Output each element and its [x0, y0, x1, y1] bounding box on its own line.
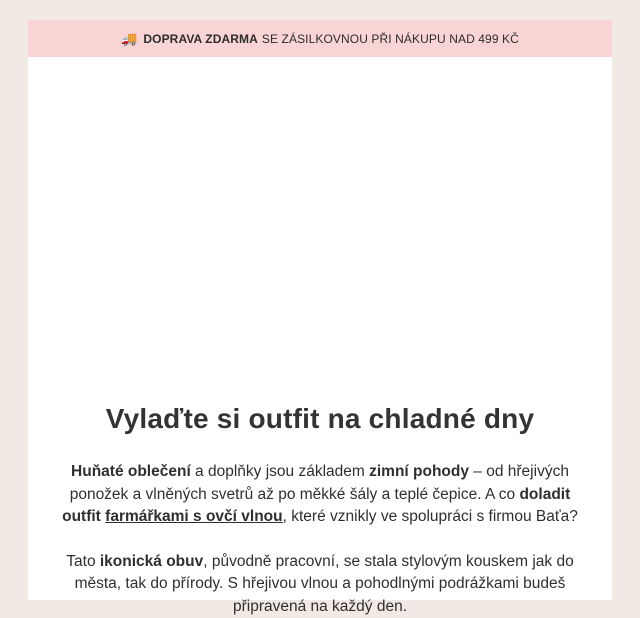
- truck-icon: 🚚: [121, 32, 137, 45]
- intro-paragraph: [62, 461, 578, 529]
- bold-ikonicka-obuv: ikonická obuv: [100, 553, 203, 570]
- email-card: [28, 20, 612, 600]
- text-segment: a doplňky jsou základem: [191, 463, 369, 480]
- bold-doladit-outfit: doladit outfit: [62, 486, 570, 526]
- shoe-paragraph: [62, 551, 578, 618]
- content-section: [28, 380, 612, 618]
- bold-zimni-pohody: zimní pohody: [369, 463, 469, 480]
- hero-image-area: [28, 57, 612, 380]
- banner-text: SE ZÁSILKOVNOU PŘI NÁKUPU NAD 499 KČ: [262, 32, 519, 46]
- text-segment: – od hřejivých ponožek a vlněných svetrů až po měkké šály a teplé čepice. A co: [70, 463, 569, 503]
- farmarky-link[interactable]: farmářkami s ovčí vlnou: [105, 508, 282, 525]
- text-segment: , které vznikly ve spolupráci s firmou Baťa?: [283, 508, 578, 525]
- banner-strong-text: DOPRAVA ZDARMA: [143, 32, 258, 46]
- free-shipping-banner: [28, 20, 612, 57]
- text-segment: , původně pracovní, se stala stylovým kouskem jak do města, tak do přírody. S hřejivou vlnou a pohodlnými podrážkami budeš připravená na každý den.: [75, 553, 574, 615]
- headline: Vylaďte si outfit na chladné dny: [62, 380, 578, 435]
- text-segment: Tato: [66, 553, 100, 570]
- bold-hunate-obleceni: Huňaté oblečení: [71, 463, 191, 480]
